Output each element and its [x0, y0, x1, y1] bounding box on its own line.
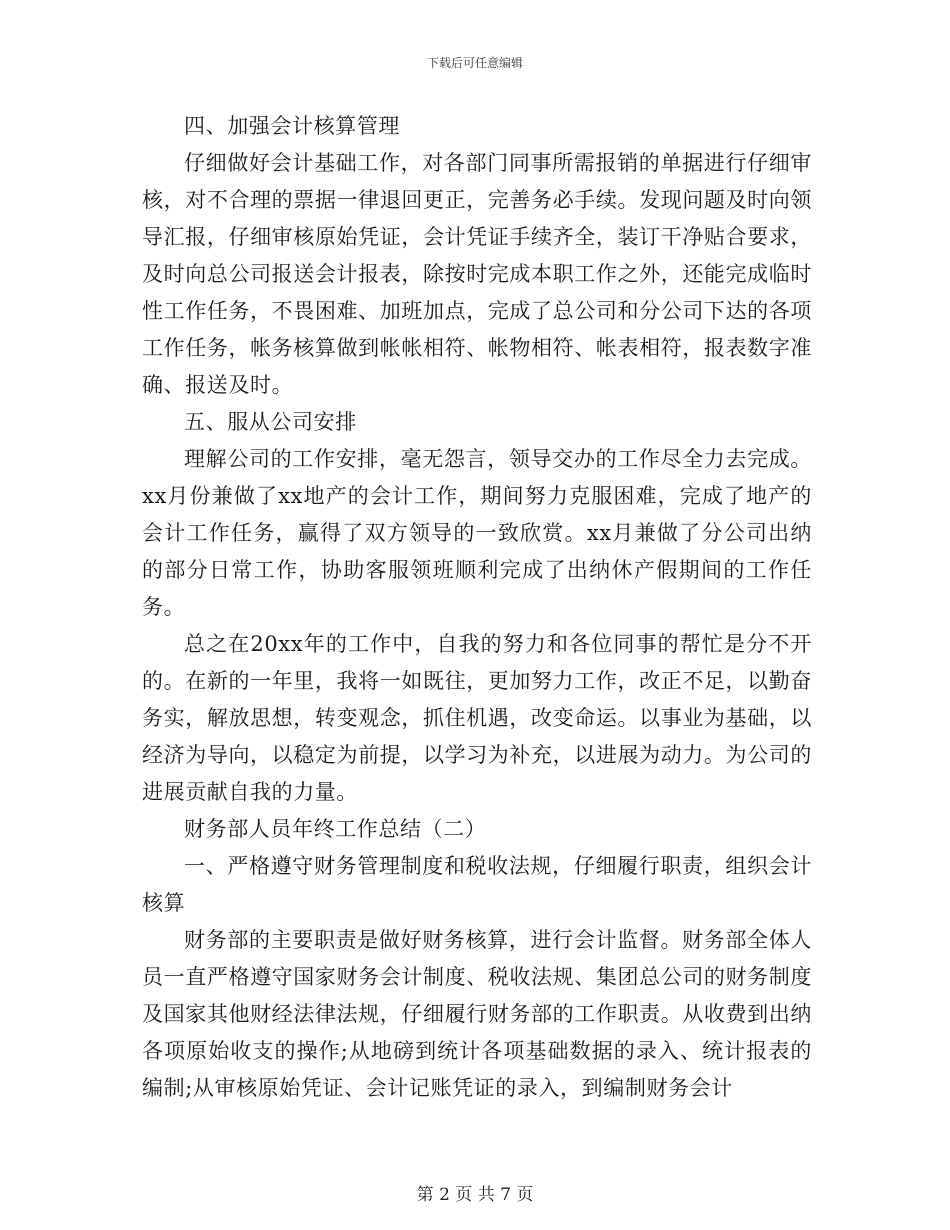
paragraph-company-arrangement: 理解公司的工作安排，毫无怨言，领导交办的工作尽全力去完成。xx月份兼做了xx地产的会计工作，期间努力克服困难，完成了地产的会计工作任务，赢得了双方领导的一致欣赏。xx月兼做了分公司出纳的部分日常工作，协助客服领班顺利完成了出纳休产假期间的工作任务。 [142, 447, 812, 619]
section-heading-5: 五、服从公司安排 [184, 410, 357, 434]
paragraph-finance-duties: 财务部的主要职责是做好财务核算，进行会计监督。财务部全体人员一直严格遵守国家财务会计制度、税收法规、集团总公司的财务制度及国家其他财经法律法规，仔细履行财务部的工作职责。从收费到出纳各项原始收支的操作;从地磅到统计各项基础数据的录入、统计报表的编制;从审核原始凭证、会计记账凭证的录入，到编制财务会计 [142, 928, 812, 1100]
page-header: 下载后可任意编辑 [426, 56, 523, 70]
section-heading-1: 一、严格遵守财务管理制度和税收法规，仔细履行职责，组织会计核算 [142, 854, 812, 915]
document-body [142, 108, 812, 1107]
page-footer: 第 2 页 共 7 页 [416, 1185, 534, 1205]
document-subtitle: 财务部人员年终工作总结（二） [184, 817, 487, 841]
paragraph-summary: 总之在20xx年的工作中，自我的努力和各位同事的帮忙是分不开的。在新的一年里，我将一如既往，更加努力工作，改正不足，以勤奋务实，解放思想，转变观念，抓住机遇，改变命运。以事业为基础，以经济为导向，以稳定为前提，以学习为补充，以进展为动力。为公司的进展贡献自我的力量。 [142, 632, 812, 804]
section-heading-4: 四、加强会计核算管理 [184, 114, 400, 138]
paragraph-accounting-management: 仔细做好会计基础工作，对各部门同事所需报销的单据进行仔细审核，对不合理的票据一律退回更正，完善务必手续。发现问题及时向领导汇报，仔细审核原始凭证，会计凭证手续齐全，装订干净贴合要求，及时向总公司报送会计报表，除按时完成本职工作之外，还能完成临时性工作任务，不畏困难、加班加点，完成了总公司和分公司下达的各项工作任务，帐务核算做到帐帐相符、帐物相符、帐表相符，报表数字准确、报送及时。 [142, 151, 812, 397]
